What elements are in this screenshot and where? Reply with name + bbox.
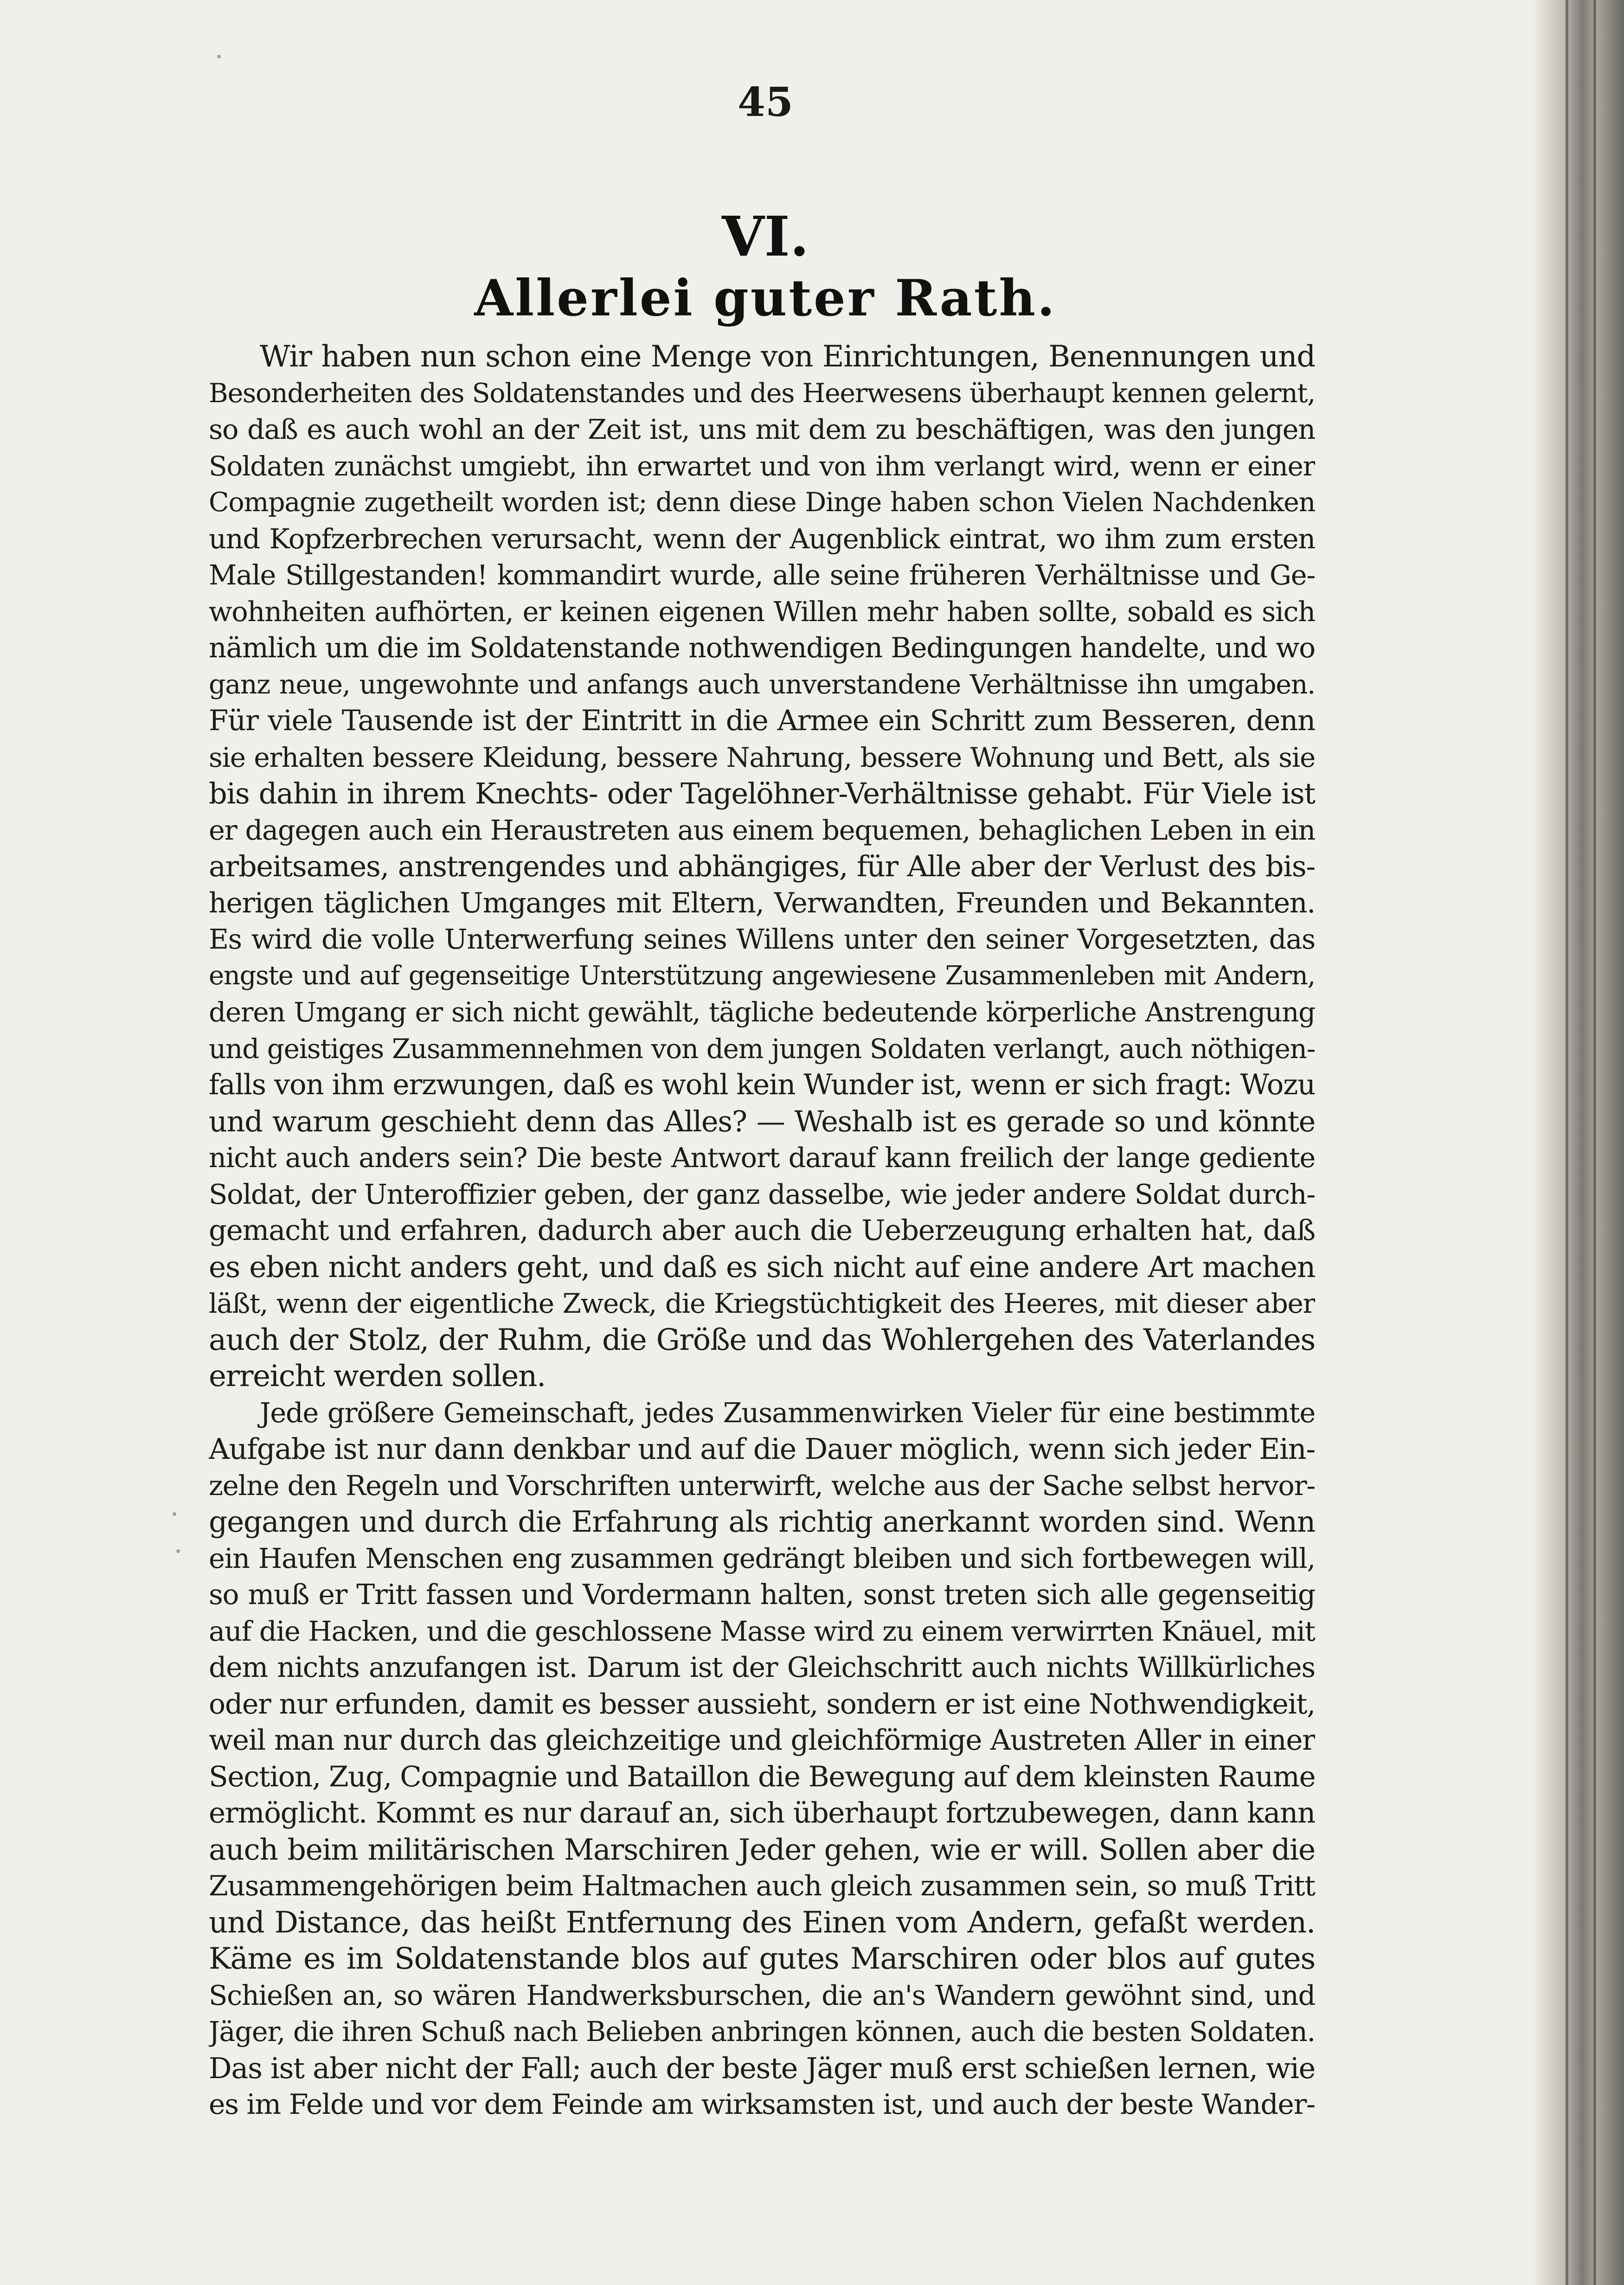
text-line: erreicht werden sollen.	[209, 1359, 546, 1393]
text-line: Compagnie zugetheilt worden ist; denn diese Dinge haben schon Vielen Nachdenken	[209, 487, 1315, 518]
text-line: weil man nur durch das gleichzeitige und gleichförmige Austreten Aller in einer	[209, 1724, 1315, 1757]
text-line: es eben nicht anders geht, und daß es sich nicht auf eine andere Art machen	[209, 1250, 1315, 1284]
text-line: Jäger, die ihren Schuß nach Belieben anbringen können, auch die besten Soldaten.	[209, 2015, 1315, 2048]
text-line: es im Felde und vor dem Feinde am wirksamsten ist, und auch der beste Wander-	[209, 2088, 1315, 2121]
text-line: sie erhalten bessere Kleidung, bessere Nahrung, bessere Wohnung und Bett, als sie	[209, 741, 1315, 773]
text-line: Das ist aber nicht der Fall; auch der beste Jäger muß erst schießen lernen, wie	[209, 2051, 1315, 2085]
body-text	[209, 339, 1315, 2123]
text-line: bis dahin in ihrem Knechts- oder Tagelöhner-Verhältnisse gehabt. Für Viele ist	[209, 777, 1315, 810]
chapter-number: VI.	[722, 204, 809, 269]
text-line: arbeitsames, anstrengendes und abhängiges, für Alle aber der Verlust des bis-	[209, 849, 1315, 883]
text-line: und warum geschieht denn das Alles? — Weshalb ist es gerade so und könnte	[209, 1104, 1315, 1138]
text-line: und Kopfzerbrechen verursacht, wenn der Augenblick eintrat, wo ihm zum ersten	[209, 522, 1315, 555]
text-line: ein Haufen Menschen eng zusammen gedrängt bleiben und sich fortbewegen will,	[209, 1542, 1315, 1574]
page-edge-line	[1593, 0, 1596, 2285]
text-line: so daß es auch wohl an der Zeit ist, uns mit dem zu beschäftigen, was den jungen	[209, 413, 1315, 445]
text-line: ermöglicht. Kommt es nur darauf an, sich überhaupt fortzubewegen, dann kann	[209, 1797, 1315, 1829]
text-line: Besonderheiten des Soldatenstandes und des Heerwesens überhaupt kennen gelernt,	[209, 378, 1315, 409]
text-line: deren Umgang er sich nicht gewählt, tägliche bedeutende körperliche Anstrengung	[209, 996, 1315, 1028]
text-line: herigen täglichen Umganges mit Eltern, Verwandten, Freunden und Bekannten.	[209, 886, 1315, 919]
text-line: auch beim militärischen Marschiren Jeder gehen, wie er will. Sollen aber die	[209, 1832, 1315, 1867]
text-line: zelne den Regeln und Vorschriften unterwirft, welche aus der Sache selbst hervor-	[209, 1469, 1315, 1502]
text-line: nämlich um die im Soldatenstande nothwendigen Bedingungen handelte, und wo	[209, 632, 1315, 664]
text-line: dem nichts anzufangen ist. Darum ist der Gleichschritt auch nichts Willkürliches	[209, 1651, 1315, 1684]
text-line: er dagegen auch ein Heraustreten aus einem bequemen, behaglichen Leben in ein	[209, 814, 1315, 846]
text-line: gegangen und durch die Erfahrung als richtig anerkannt worden sind. Wenn	[209, 1505, 1315, 1539]
text-line: und Distance, das heißt Entfernung des Einen vom Andern, gefaßt werden.	[209, 1905, 1315, 1940]
chapter-title: Allerlei guter Rath.	[474, 269, 1057, 327]
text-line: Jede größere Gemeinschaft, jedes Zusammenwirken Vieler für eine bestimmte	[260, 1396, 1315, 1429]
paper-speck	[176, 1549, 180, 1553]
text-line: engste und auf gegenseitige Unterstützung angewiesene Zusammenleben mit Andern,	[209, 960, 1315, 991]
text-line: Aufgabe ist nur dann denkbar und auf die Dauer möglich, wenn sich jeder Ein-	[209, 1432, 1315, 1466]
text-line: ganz neue, ungewohnte und anfangs auch unverstandene Verhältnisse ihn umgaben.	[209, 669, 1315, 700]
text-line: Käme es im Soldatenstande blos auf gutes Marschiren oder blos auf gutes	[209, 1942, 1315, 1976]
text-line: Soldaten zunächst umgiebt, ihn erwartet und von ihm verlangt wird, wenn er einer	[209, 450, 1315, 482]
text-line: auch der Stolz, der Ruhm, die Größe und das Wohlergehen des Vaterlandes	[209, 1322, 1315, 1357]
text-line: so muß er Tritt fassen und Vordermann halten, sonst treten sich alle gegenseitig	[209, 1579, 1315, 1611]
text-line: wohnheiten aufhörten, er keinen eigenen Willen mehr haben sollte, sobald es sich	[209, 595, 1315, 628]
paper-speck	[173, 1512, 176, 1516]
text-line: oder nur erfunden, damit es besser aussieht, sondern er ist eine Nothwendigkeit,	[209, 1688, 1315, 1720]
text-line: Schießen an, so wären Handwerksburschen, die an's Wandern gewöhnt sind, und	[209, 1979, 1315, 2011]
text-line: Wir haben nun schon eine Menge von Einrichtungen, Benennungen und	[260, 340, 1315, 374]
text-line: Es wird die volle Unterwerfung seines Willens unter den seiner Vorgesetzten, das	[209, 923, 1315, 955]
text-line: und geistiges Zusammennehmen von dem jungen Soldaten verlangt, auch nöthigen-	[209, 1033, 1315, 1065]
text-line: auf die Hacken, und die geschlossene Masse wird zu einem verwirrten Knäuel, mit	[209, 1615, 1315, 1647]
text-line: Section, Zug, Compagnie und Bataillon die Bewegung auf dem kleinsten Raume	[209, 1760, 1315, 1793]
text-line: gemacht und erfahren, dadurch aber auch die Ueberzeugung erhalten hat, daß	[209, 1214, 1315, 1247]
text-line: Für viele Tausende ist der Eintritt in die Armee ein Schritt zum Besseren, denn	[209, 704, 1315, 737]
text-line: Soldat, der Unteroffizier geben, der ganz dasselbe, wie jeder andere Soldat durch-	[209, 1178, 1315, 1210]
page-number: 45	[738, 79, 793, 126]
text-line: läßt, wenn der eigentliche Zweck, die Kriegstüchtigkeit des Heeres, mit dieser aber	[209, 1288, 1315, 1319]
book-spine-shadow	[1531, 0, 1624, 2285]
text-line: Zusammengehörigen beim Haltmachen auch gleich zusammen sein, so muß Tritt	[209, 1870, 1315, 1902]
page-edge-line	[1566, 0, 1568, 2285]
text-line: nicht auch anders sein? Die beste Antwort darauf kann freilich der lange gediente	[209, 1142, 1315, 1174]
text-line: falls von ihm erzwungen, daß es wohl kein Wunder ist, wenn er sich fragt: Wozu	[209, 1068, 1315, 1101]
text-line: Male Stillgestanden! kommandirt wurde, alle seine früheren Verhältnisse und Ge-	[209, 559, 1315, 591]
paper-speck	[217, 55, 221, 58]
